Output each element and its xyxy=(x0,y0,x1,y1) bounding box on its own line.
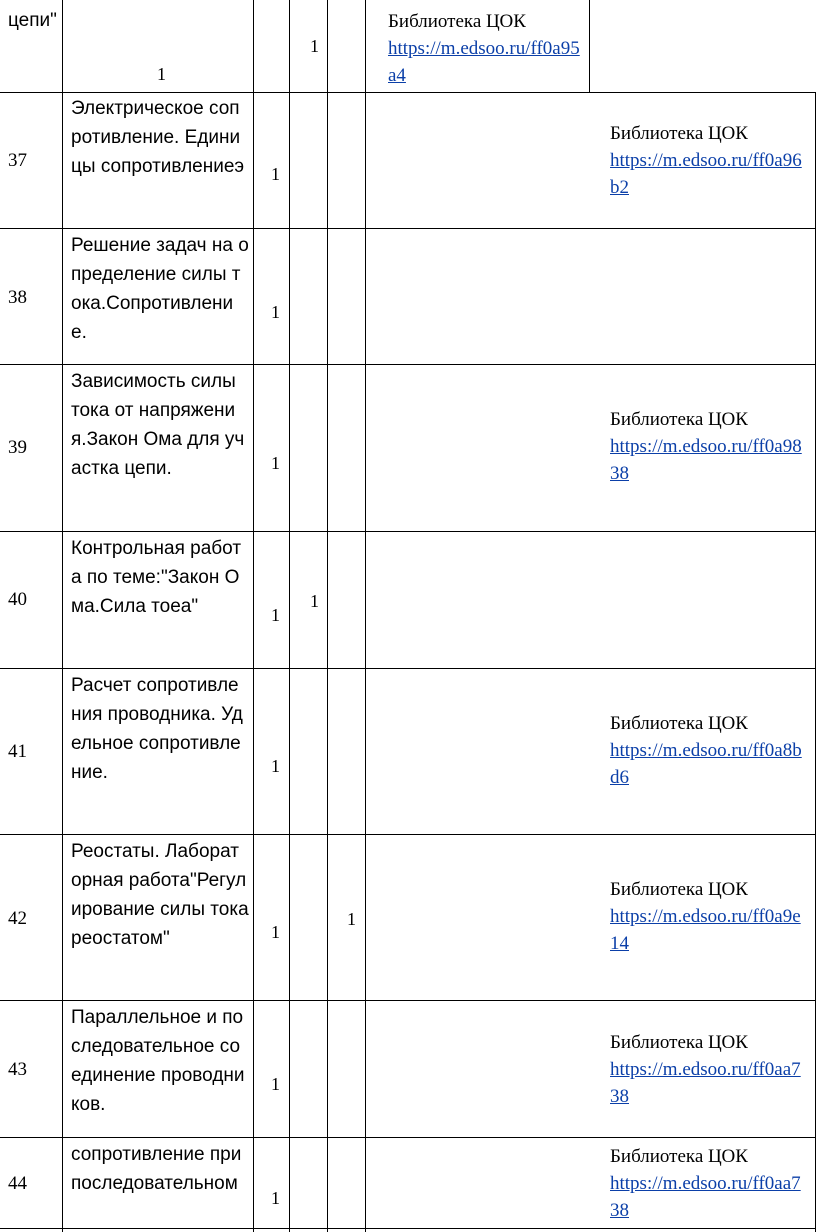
row-divider xyxy=(0,92,816,93)
resource-link[interactable]: https://m.edsoo.ru/ff0a95a4 xyxy=(388,38,580,86)
resource-link[interactable]: https://m.edsoo.ru/ff0a96b2 xyxy=(610,150,802,198)
topic-text: Решение задач на определение силы тока.Сопротивление. xyxy=(71,235,249,343)
row-number: 43 xyxy=(8,1059,27,1080)
resource-cell xyxy=(610,876,806,957)
row-number: 40 xyxy=(8,589,27,610)
hours-value: 1 xyxy=(271,922,280,942)
row-divider xyxy=(0,834,816,835)
resource-label: Библиотека ЦОК xyxy=(610,123,748,144)
resource-label: Библиотека ЦОК xyxy=(610,1146,748,1167)
col-divider xyxy=(289,0,290,1232)
hours-value: 1 xyxy=(271,1074,280,1094)
row-divider xyxy=(0,531,816,532)
hours-value: 1 xyxy=(271,453,280,473)
row-number: 37 xyxy=(8,150,27,171)
topic-text: Параллельное и последовательное соединение проводников. xyxy=(71,1007,245,1115)
row-number: 38 xyxy=(8,287,27,308)
col-divider xyxy=(327,0,328,1232)
topic-text: Реостаты. Лабораторная работа"Регулирование силы тока реостатом" xyxy=(71,841,249,949)
row-number: 44 xyxy=(8,1173,27,1194)
row-divider xyxy=(0,364,816,365)
resource-cell xyxy=(610,120,806,201)
hours-value: 1 xyxy=(271,756,280,776)
resource-link[interactable]: https://m.edsoo.ru/ff0aa738 xyxy=(610,1059,801,1107)
resource-link[interactable]: https://m.edsoo.ru/ff0a8bd6 xyxy=(610,740,802,788)
row-divider xyxy=(0,1137,816,1138)
row-number: 39 xyxy=(8,437,27,458)
practical-work-value: 1 xyxy=(347,909,356,929)
resource-link[interactable]: https://m.edsoo.ru/ff0aa738 xyxy=(610,1173,801,1221)
topic-text: Расчет сопротивления проводника. Удельное сопротивление. xyxy=(71,675,243,783)
resource-cell xyxy=(610,710,806,791)
hours-value: 1 xyxy=(157,64,166,84)
row-number: 41 xyxy=(8,741,27,762)
hours-value: 1 xyxy=(271,1188,280,1208)
topic-text: сопротивление при последовательном xyxy=(71,1144,242,1194)
resource-cell xyxy=(610,1143,806,1224)
row-divider xyxy=(0,1228,816,1229)
row-divider xyxy=(0,1000,816,1001)
hours-value: 1 xyxy=(271,164,280,184)
resource-label: Библиотека ЦОК xyxy=(610,409,748,430)
resource-label: Библиотека ЦОК xyxy=(610,713,748,734)
control-work-value: 1 xyxy=(310,36,319,56)
row-divider xyxy=(0,228,816,229)
hours-value: 1 xyxy=(271,605,280,625)
row-divider xyxy=(0,668,816,669)
row-number: 42 xyxy=(8,908,27,929)
topic-text: цепи" xyxy=(8,10,57,31)
resource-cell xyxy=(610,406,806,487)
resource-link[interactable]: https://m.edsoo.ru/ff0a9e14 xyxy=(610,906,801,954)
resource-cell xyxy=(610,1029,806,1110)
topic-text: Зависимость силы тока от напряжения.Закон Ома для участка цепи. xyxy=(71,371,245,479)
resource-label: Библиотека ЦОК xyxy=(388,11,526,32)
col-divider xyxy=(589,0,590,92)
col-divider xyxy=(253,0,254,1232)
resource-label: Библиотека ЦОК xyxy=(610,1032,748,1053)
control-work-value: 1 xyxy=(310,591,319,611)
col-divider xyxy=(62,0,63,1232)
topic-text: Контрольная работа по теме:"Закон Ома.Сила тоеа" xyxy=(71,538,242,617)
topic-text: Электрическое сопротивление. Единицы сопротивлениеэ xyxy=(71,98,245,177)
resource-label: Библиотека ЦОК xyxy=(610,879,748,900)
resource-link[interactable]: https://m.edsoo.ru/ff0a9838 xyxy=(610,436,802,484)
resource-cell xyxy=(388,8,584,89)
hours-value: 1 xyxy=(271,302,280,322)
col-divider xyxy=(365,0,366,1232)
